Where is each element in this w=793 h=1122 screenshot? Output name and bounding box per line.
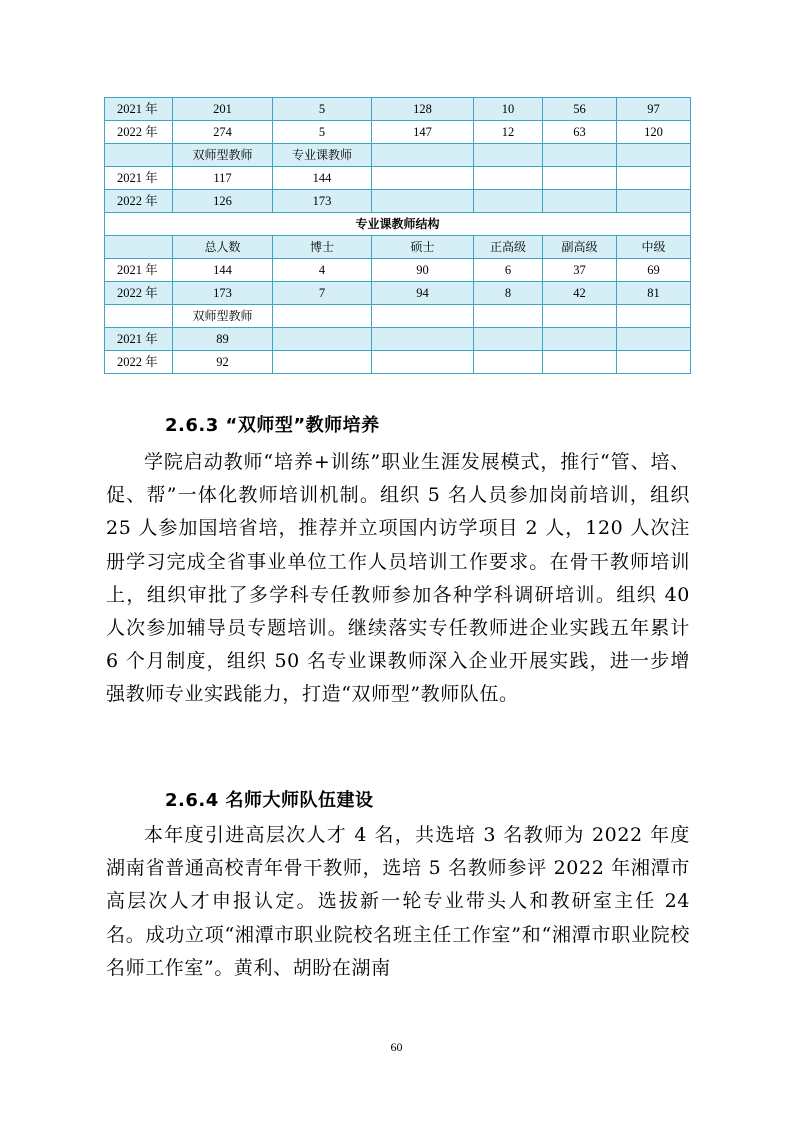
table-cell: 128: [372, 98, 474, 121]
table-cell: 正高级: [474, 236, 543, 259]
table-cell: [543, 167, 617, 190]
table-cell: 274: [173, 121, 273, 144]
table-cell: 副高级: [543, 236, 617, 259]
table-cell: [372, 328, 474, 351]
table-cell: 12: [474, 121, 543, 144]
table-cell: 89: [173, 328, 273, 351]
table-cell: [543, 328, 617, 351]
page-number: 60: [390, 1040, 403, 1054]
row-label-cell: 2022 年: [105, 121, 173, 144]
row-label-cell: 2022 年: [105, 282, 173, 305]
table-cell: [372, 190, 474, 213]
table-row: [105, 190, 691, 213]
table-cell: [474, 167, 543, 190]
table-cell: [617, 328, 691, 351]
table-cell: 117: [173, 167, 273, 190]
table-row: [105, 351, 691, 374]
table-cell: 94: [372, 282, 474, 305]
table-row: [105, 144, 691, 167]
table-cell: [474, 305, 543, 328]
table-cell: 63: [543, 121, 617, 144]
table-cell: 总人数: [173, 236, 273, 259]
table-cell: 37: [543, 259, 617, 282]
table-cell: 中级: [617, 236, 691, 259]
table-cell: [543, 144, 617, 167]
row-label-cell: 2021 年: [105, 167, 173, 190]
table-cell: 173: [273, 190, 372, 213]
table-cell: [543, 351, 617, 374]
row-label-cell: 2022 年: [105, 190, 173, 213]
table-cell: 126: [173, 190, 273, 213]
table-cell: 56: [543, 98, 617, 121]
section-heading-2-6-3: 2.6.3 “双师型”教师培养: [165, 415, 380, 436]
table-cell: 双师型教师: [173, 144, 273, 167]
table-cell: [617, 167, 691, 190]
table-row: [105, 259, 691, 282]
section-heading-2-6-4: 2.6.4 名师大师队伍建设: [165, 790, 374, 811]
table-cell: 147: [372, 121, 474, 144]
row-label-cell: [105, 144, 173, 167]
table-cell: 173: [173, 282, 273, 305]
table-row: [105, 282, 691, 305]
table-cell: [617, 305, 691, 328]
table-section-title: 专业课教师结构: [105, 213, 691, 236]
table-cell: [372, 144, 474, 167]
table-row: [105, 98, 691, 121]
row-label-cell: [105, 236, 173, 259]
table-cell: 5: [273, 121, 372, 144]
table-cell: 201: [173, 98, 273, 121]
row-label-cell: 2022 年: [105, 351, 173, 374]
table-cell: 90: [372, 259, 474, 282]
table-cell: [474, 351, 543, 374]
table-cell: 博士: [273, 236, 372, 259]
table-cell: 120: [617, 121, 691, 144]
table-cell: [617, 190, 691, 213]
table-cell: [617, 351, 691, 374]
table-cell: 10: [474, 98, 543, 121]
table-cell: 专业课教师: [273, 144, 372, 167]
row-label-cell: 2021 年: [105, 98, 173, 121]
table-cell: [273, 305, 372, 328]
table-cell: 144: [173, 259, 273, 282]
table-cell: 4: [273, 259, 372, 282]
table-cell: 81: [617, 282, 691, 305]
paragraph: 学院启动教师“培养+训练”职业生涯发展模式，推行“管、培、促、帮”一体化教师培训机制。组织 5 名人员参加岗前培训，组织 25 人参加国培省培，推荐并立项国内访学项目 2 人，120 人次注册学习完成全省事业单位工作人员培训工作要求。在骨干教师培训上，组织审批了多学科专任教师参加各种学科调研培训。组织 40 人次参加辅导员专题培训。继续落实专任教师进企业实践五年累计 6 个月制度，组织 50 名专业课教师深入企业开展实践，进一步增强教师专业实践能力，打造“双师型”教师队伍。: [106, 451, 690, 706]
table-cell: 42: [543, 282, 617, 305]
table-cell: 6: [474, 259, 543, 282]
row-label-cell: 2021 年: [105, 328, 173, 351]
teacher-structure-table: [104, 97, 691, 374]
table-cell: [273, 328, 372, 351]
table-cell: 144: [273, 167, 372, 190]
table-row: [105, 236, 691, 259]
table-cell: [474, 144, 543, 167]
table-row: [105, 305, 691, 328]
table-cell: 92: [173, 351, 273, 374]
table-cell: 7: [273, 282, 372, 305]
table-cell: 97: [617, 98, 691, 121]
table-row: [105, 121, 691, 144]
table-cell: [474, 328, 543, 351]
table-cell: 5: [273, 98, 372, 121]
table-cell: [474, 190, 543, 213]
table-cell: 8: [474, 282, 543, 305]
table-row: [105, 328, 691, 351]
row-label-cell: 2021 年: [105, 259, 173, 282]
table-cell: [273, 351, 372, 374]
section-body-2-6-4: [106, 819, 690, 985]
table-row: [105, 167, 691, 190]
table-cell: [617, 144, 691, 167]
table-cell: [372, 167, 474, 190]
table-cell: 69: [617, 259, 691, 282]
table-cell: [372, 351, 474, 374]
row-label-cell: [105, 305, 173, 328]
table-cell: [543, 190, 617, 213]
section-body-2-6-3: [106, 446, 690, 712]
table-cell: [543, 305, 617, 328]
table-cell: 双师型教师: [173, 305, 273, 328]
table-cell: [372, 305, 474, 328]
table-cell: 硕士: [372, 236, 474, 259]
paragraph: 本年度引进高层次人才 4 名，共选培 3 名教师为 2022 年度湖南省普通高校青年骨干教师，选培 5 名教师参评 2022 年湘潭市高层次人才申报认定。选拔新一轮专业带头人和教研室主任 24 名。成功立项“湘潭市职业院校名班主任工作室”和“湘潭市职业院校名师工作室”。黄利、胡盼在湖南: [106, 824, 690, 979]
